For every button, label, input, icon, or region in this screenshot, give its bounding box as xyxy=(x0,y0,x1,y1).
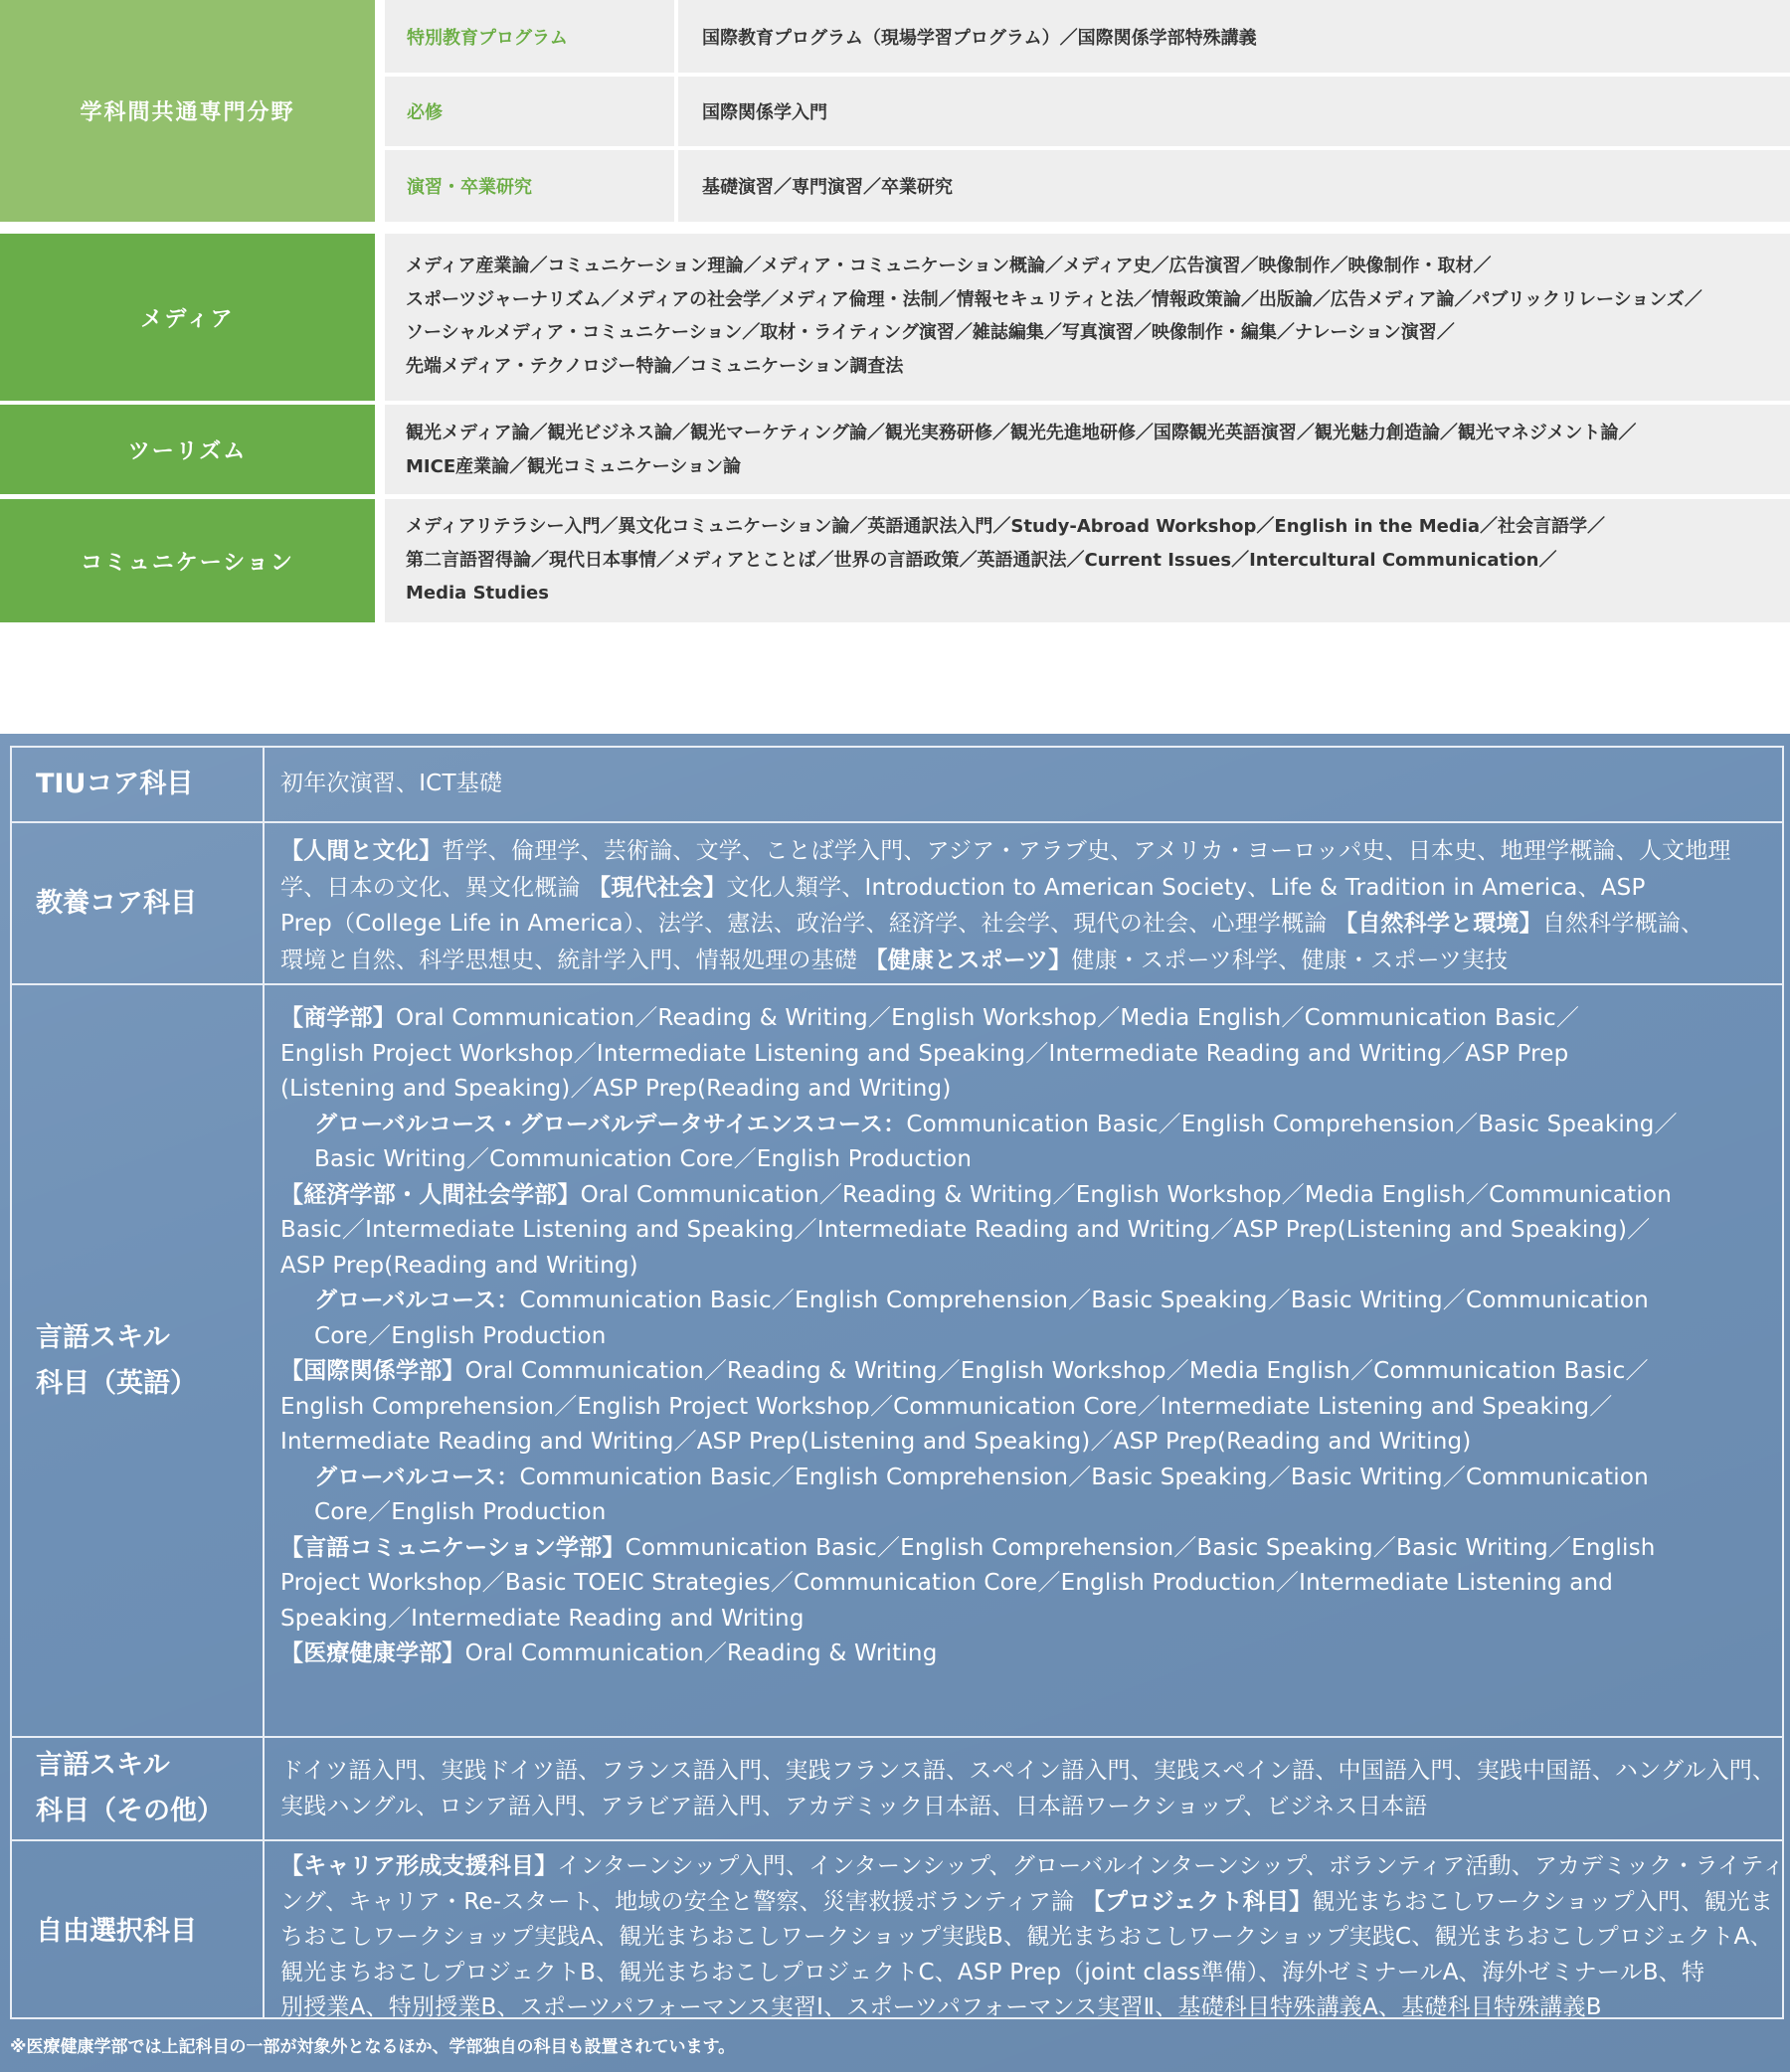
course-line xyxy=(280,1319,1782,1355)
course-text: 自然科学概論、 xyxy=(1541,911,1704,937)
course-text: (Listening and Speaking)／ASP Prep(Reading and Writing) xyxy=(280,1076,952,1102)
course-text: 実践ハングル、ロシア語入門、アラビア語入門、アカデミック日本語、日本語ワークショップ、ビジネス日本語 xyxy=(280,1793,1428,1819)
course-text: Basic／Intermediate Listening and Speaking／Intermediate Reading and Writing／ASP Prep(Listening and Speaking)／ xyxy=(280,1217,1651,1243)
course-text: 観光まちおこしワークショップ入門、観光ま xyxy=(1312,1888,1773,1915)
communication-courses xyxy=(406,510,1778,610)
course-text: ング、キャリア・Re-スタート、地域の安全と警察、災害救援ボランティア論 xyxy=(280,1888,1082,1915)
row-divider xyxy=(12,1736,1782,1738)
footnote: ※医療健康学部では上記科目の一部が対象外となるほか、学部独自の科目も設置されています。 xyxy=(10,2037,736,2057)
course-text: Core／English Production xyxy=(314,1322,607,1349)
tourism-line: 観光メディア論／観光ビジネス論／観光マーケティング論／観光実務研修／観光先進地研修／国際観光英語演習／観光魅力創造論／観光マネジメント論／ xyxy=(406,423,1637,443)
course-line xyxy=(280,1001,1782,1037)
course-line xyxy=(280,1284,1782,1319)
tourism-line: MICE産業論／観光コミュニケーション論 xyxy=(406,455,742,477)
general-education-table xyxy=(0,734,1790,2072)
column-divider xyxy=(263,748,265,2017)
section-label: 【商学部】 xyxy=(280,1005,396,1031)
course-text: Communication Basic／English Comprehension／Basic Speaking／Basic Writing／Communication xyxy=(519,1288,1649,1313)
heading-other-line1: 言語スキル xyxy=(36,1750,170,1781)
row-common-specialty xyxy=(0,0,1790,222)
heading-english-line2: 科目（英語） xyxy=(36,1367,197,1399)
course-text: 環境と自然、科学思想史、統計学入門、情報処理の基礎 xyxy=(280,947,865,973)
sub-value-required: 国際関係学入門 xyxy=(678,77,1790,146)
course-text: ASP Prep(Reading and Writing) xyxy=(280,1252,638,1279)
section-label: 【医療健康学部】 xyxy=(280,1640,465,1666)
course-line xyxy=(280,906,1782,943)
row-tourism xyxy=(0,405,1790,494)
section-label: グローバルコース・グローバルデータサイエンスコース： xyxy=(314,1111,907,1137)
course-text: Oral Communication／Reading & Writing／English Workshop／Media English／Communication Basic／ xyxy=(396,1005,1580,1031)
course-text: 哲学、倫理学、芸術論、文学、ことば学入門、アジア・アラブ史、アメリカ・ヨーロッパ史、日本史、地理学概論、人文地理 xyxy=(442,838,1731,864)
course-line xyxy=(280,833,1782,870)
communication-line: Media Studies xyxy=(406,583,549,604)
course-text: Project Workshop／Basic TOEIC Strategies／Communication Core／English Production／Intermediate Listening and xyxy=(280,1570,1614,1596)
heading-free-elective: 自由選択科目 xyxy=(36,1915,197,1947)
course-text: English Project Workshop／Intermediate Listening and Speaking／Intermediate Reading and Writing／ASP Prep xyxy=(280,1040,1569,1067)
course-line xyxy=(280,1885,1782,1921)
course-text: ちおこしワークショップ実践A、観光まちおこしワークショップ実践B、観光まちおこしワークショップ実践C、観光まちおこしプロジェクトA、 xyxy=(280,1924,1773,1950)
course-text: 学、日本の文化、異文化概論 xyxy=(280,874,589,901)
heading-english-skills xyxy=(12,985,263,1736)
liberal-core-courses xyxy=(280,833,1782,978)
course-line xyxy=(280,1037,1782,1073)
course-text: Basic Writing／Communication Core／English Production xyxy=(314,1146,973,1172)
section-label: 【自然科学と環境】 xyxy=(1335,911,1542,937)
heading-english-line1: 言語スキル xyxy=(36,1321,170,1353)
course-line xyxy=(280,1602,1782,1638)
course-line xyxy=(280,1390,1782,1426)
course-line xyxy=(280,1461,1782,1496)
row-divider xyxy=(12,821,1782,823)
course-line xyxy=(280,1637,1782,1672)
course-line xyxy=(280,1990,1782,2026)
tourism-courses xyxy=(406,417,1778,483)
sub-label-required: 必修 xyxy=(385,77,674,146)
free-elective-courses xyxy=(280,1849,1785,2026)
heading-tiu-core: TIUコア科目 xyxy=(36,769,194,799)
course-text: English Comprehension／English Project Workshop／Communication Core／Intermediate Listening and Speaking／ xyxy=(280,1393,1613,1420)
department-course-table xyxy=(0,0,1790,622)
heading-other-languages xyxy=(12,1738,263,1839)
category-tourism: ツーリズム xyxy=(0,405,375,494)
row-divider xyxy=(12,983,1782,985)
course-line xyxy=(280,1790,1782,1825)
course-text: Communication Basic／English Comprehension／Basic Speaking／Basic Writing／English xyxy=(625,1534,1656,1561)
row-communication xyxy=(0,499,1790,622)
section-label: 【人間と文化】 xyxy=(280,838,443,864)
sub-label-special-program: 特別教育プログラム xyxy=(385,0,674,73)
course-line xyxy=(280,1072,1782,1108)
course-line xyxy=(280,1108,1782,1143)
course-text: ドイツ語入門、実践ドイツ語、フランス語入門、実践フランス語、スペイン語入門、実践スペイン語、中国語入門、実践中国語、ハングル入門、 xyxy=(280,1758,1776,1784)
media-line: 先端メディア・テクノロジー特論／コミュニケーション調査法 xyxy=(406,355,904,377)
course-line xyxy=(280,1495,1782,1531)
section-label: 【経済学部・人間社会学部】 xyxy=(280,1181,581,1208)
heading-liberal-core: 教養コア科目 xyxy=(36,887,197,919)
media-line: ソーシャルメディア・コミュニケーション／取材・ライティング演習／雑誌編集／写真演習／映像制作・編集／ナレーション演習／ xyxy=(406,322,1455,343)
course-text: Prep（College Life in America）、法学、憲法、政治学、経済学、社会学、現代の社会、心理学概論 xyxy=(280,911,1336,937)
section-label: 【現代社会】 xyxy=(588,874,727,901)
category-media: メディア xyxy=(0,234,375,401)
other-languages-courses xyxy=(280,1754,1782,1824)
section-label: グローバルコース： xyxy=(314,1288,520,1313)
row-divider xyxy=(12,1839,1782,1841)
course-text: Communication Basic／English Comprehension／Basic Speaking／ xyxy=(906,1111,1678,1137)
course-line xyxy=(280,1920,1782,1956)
media-courses xyxy=(406,250,1778,383)
section-label: グローバルコース： xyxy=(314,1464,520,1490)
course-text: 健康・スポーツ科学、健康・スポーツ実技 xyxy=(1071,947,1509,973)
course-text: インターンシップ入門、インターンシップ、グローバルインターンシップ、ボランティア活動、アカデミック・ライティ xyxy=(557,1853,1785,1879)
course-text: Oral Communication／Reading & Writing xyxy=(464,1640,938,1666)
course-text: Core／English Production xyxy=(314,1499,607,1525)
course-text: Oral Communication／Reading & Writing／English Workshop／Media English／Communication Basic／ xyxy=(464,1358,1649,1384)
course-line xyxy=(280,1566,1782,1602)
course-text: 文化人類学、Introduction to American Society、Life & Tradition in America、ASP xyxy=(726,874,1646,901)
course-text: 観光まちおこしプロジェクトB、観光まちおこしプロジェクトC、ASP Prep（joint class準備）、海外ゼミナールA、海外ゼミナールB、特 xyxy=(280,1959,1705,1986)
tiu-core-courses: 初年次演習、ICT基礎 xyxy=(280,771,503,796)
section-label: 【国際関係学部】 xyxy=(280,1358,465,1384)
course-line xyxy=(280,1754,1782,1790)
english-skills-courses xyxy=(280,1001,1782,1672)
course-line xyxy=(280,1249,1782,1285)
course-line xyxy=(280,943,1782,979)
heading-other-line2: 科目（その他） xyxy=(36,1796,224,1826)
sub-value-special-program: 国際教育プログラム（現場学習プログラム）／国際関係学部特殊講義 xyxy=(678,0,1790,73)
communication-line: 第二言語習得論／現代日本事情／メディアとことば／世界の言語政策／英語通訳法／Current Issues／Intercultural Communication／ xyxy=(406,549,1557,571)
sub-value-seminar: 基礎演習／専門演習／卒業研究 xyxy=(678,150,1790,222)
table-frame xyxy=(10,746,1784,2019)
course-line xyxy=(280,1425,1782,1461)
section-label: 【健康とスポーツ】 xyxy=(864,947,1072,973)
course-line xyxy=(280,1213,1782,1249)
course-text: Speaking／Intermediate Reading and Writing xyxy=(280,1605,805,1632)
course-line xyxy=(280,870,1782,907)
course-text: 別授業A、特別授業B、スポーツパフォーマンス実習Ⅰ、スポーツパフォーマンス実習Ⅱ、基礎科目特殊講義A、基礎科目特殊講義B xyxy=(280,1994,1602,2020)
course-text: Communication Basic／English Comprehension／Basic Speaking／Basic Writing／Communication xyxy=(519,1464,1649,1490)
sub-label-seminar: 演習・卒業研究 xyxy=(385,150,674,222)
media-line: メディア産業論／コミュニケーション理論／メディア・コミュニケーション概論／メディア史／広告演習／映像制作／映像制作・取材／ xyxy=(406,256,1492,276)
section-label: 【キャリア形成支援科目】 xyxy=(280,1853,558,1879)
communication-line: メディアリテラシー入門／異文化コミュニケーション論／英語通訳法入門／Study-Abroad Workshop／English in the Media／社会言語学／ xyxy=(406,516,1606,537)
course-line xyxy=(280,1956,1782,1991)
category-communication: コミュニケーション xyxy=(0,499,375,622)
row-media xyxy=(0,234,1790,401)
course-line xyxy=(280,1531,1782,1567)
course-text: Intermediate Reading and Writing／ASP Prep(Listening and Speaking)／ASP Prep(Reading and Writing) xyxy=(280,1429,1472,1455)
course-line xyxy=(280,1849,1785,1885)
section-label: 【プロジェクト科目】 xyxy=(1081,1888,1313,1915)
course-line xyxy=(280,1142,1782,1178)
course-line xyxy=(280,1178,1782,1214)
course-line xyxy=(280,1354,1782,1390)
course-text: Oral Communication／Reading & Writing／English Workshop／Media English／Communication xyxy=(580,1181,1673,1208)
section-label: 【言語コミュニケーション学部】 xyxy=(280,1534,626,1561)
category-common-specialty: 学科間共通専門分野 xyxy=(0,0,375,222)
media-line: スポーツジャーナリズム／メディアの社会学／メディア倫理・法制／情報セキュリティと法／情報政策論／出版論／広告メディア論／パブリックリレーションズ／ xyxy=(406,288,1702,310)
